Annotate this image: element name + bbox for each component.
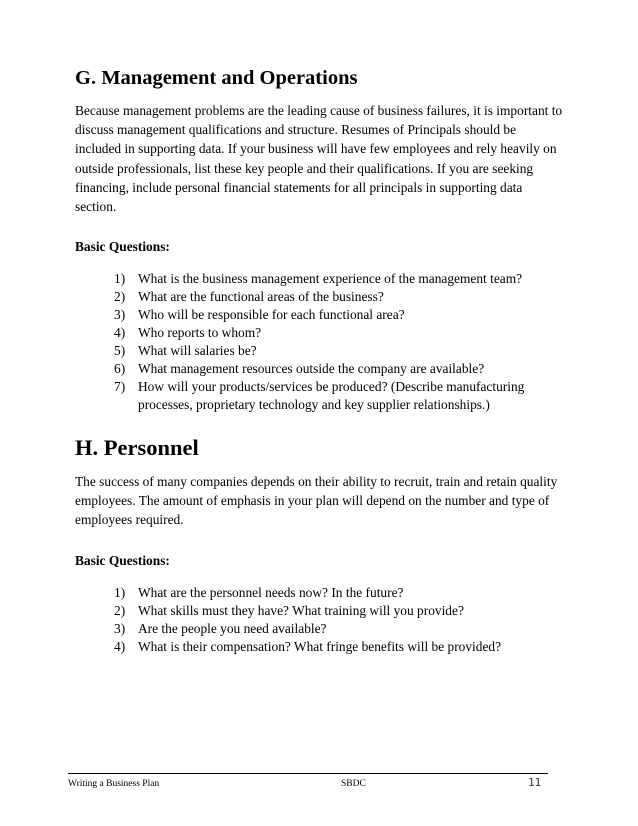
question-number: 1) — [114, 584, 126, 600]
question-text: What are the functional areas of the business? — [138, 289, 384, 305]
question-item — [75, 620, 565, 638]
question-number: 3) — [114, 620, 126, 636]
question-item — [75, 342, 565, 360]
section-heading: G. Management and Operations — [75, 67, 358, 89]
question-text: What will salaries be? — [138, 343, 257, 359]
question-number: 6) — [114, 361, 126, 377]
question-number: 3) — [114, 307, 126, 323]
question-text: What are the personnel needs now? In the future? — [138, 584, 404, 600]
question-number: 7) — [114, 379, 126, 395]
question-item — [75, 324, 565, 342]
section-heading: H. Personnel — [75, 435, 199, 460]
question-number: 5) — [114, 343, 126, 359]
question-number: 4) — [114, 638, 126, 654]
question-number: 2) — [114, 602, 126, 618]
question-item — [75, 378, 565, 414]
questions-list — [75, 584, 565, 656]
questions-heading: Basic Questions: — [75, 239, 170, 255]
question-text: Who will be responsible for each functional area? — [138, 307, 405, 323]
question-text: What is their compensation? What fringe benefits will be provided? — [138, 638, 502, 654]
section-personnel — [75, 434, 565, 656]
section-paragraph: The success of many companies depends on their ability to recruit, train and retain quality employees. The amount of emphasis in your plan will depend on the number and type of employees required. — [75, 474, 558, 528]
question-text: How will your products/services be produced? (Describe manufacturing processes, proprietary technology and key supplier relationships.) — [138, 379, 525, 413]
questions-list — [75, 270, 565, 414]
question-item — [75, 270, 565, 288]
question-text: What is the business management experience of the management team? — [138, 271, 523, 287]
question-number: 2) — [114, 289, 126, 305]
question-text: Who reports to whom? — [138, 325, 262, 341]
question-number: 1) — [114, 271, 126, 287]
question-item — [75, 638, 565, 656]
question-item — [75, 360, 565, 378]
question-text: Are the people you need available? — [138, 620, 327, 636]
question-item — [75, 288, 565, 306]
question-number: 4) — [114, 325, 126, 341]
question-item — [75, 602, 565, 620]
question-item — [75, 306, 565, 324]
footer-title: Writing a Business Plan — [68, 779, 160, 789]
questions-heading: Basic Questions: — [75, 552, 170, 568]
section-management-operations — [75, 65, 565, 414]
page-number: 11 — [528, 776, 542, 789]
question-item — [75, 584, 565, 602]
question-text: What skills must they have? What training will you provide? — [138, 602, 464, 618]
question-text: What management resources outside the company are available? — [138, 361, 485, 377]
footer-org: SBDC — [341, 779, 366, 789]
section-paragraph: Because management problems are the leading cause of business failures, it is important to discuss management qualifications and structure. Resumes of Principals should be included in supporting data. If your business will have few employees and rely heavily on outside professionals, list these key people and their qualifications. If you are seeking financing, include personal financial statements for all principals in supporting data section. — [75, 103, 563, 215]
